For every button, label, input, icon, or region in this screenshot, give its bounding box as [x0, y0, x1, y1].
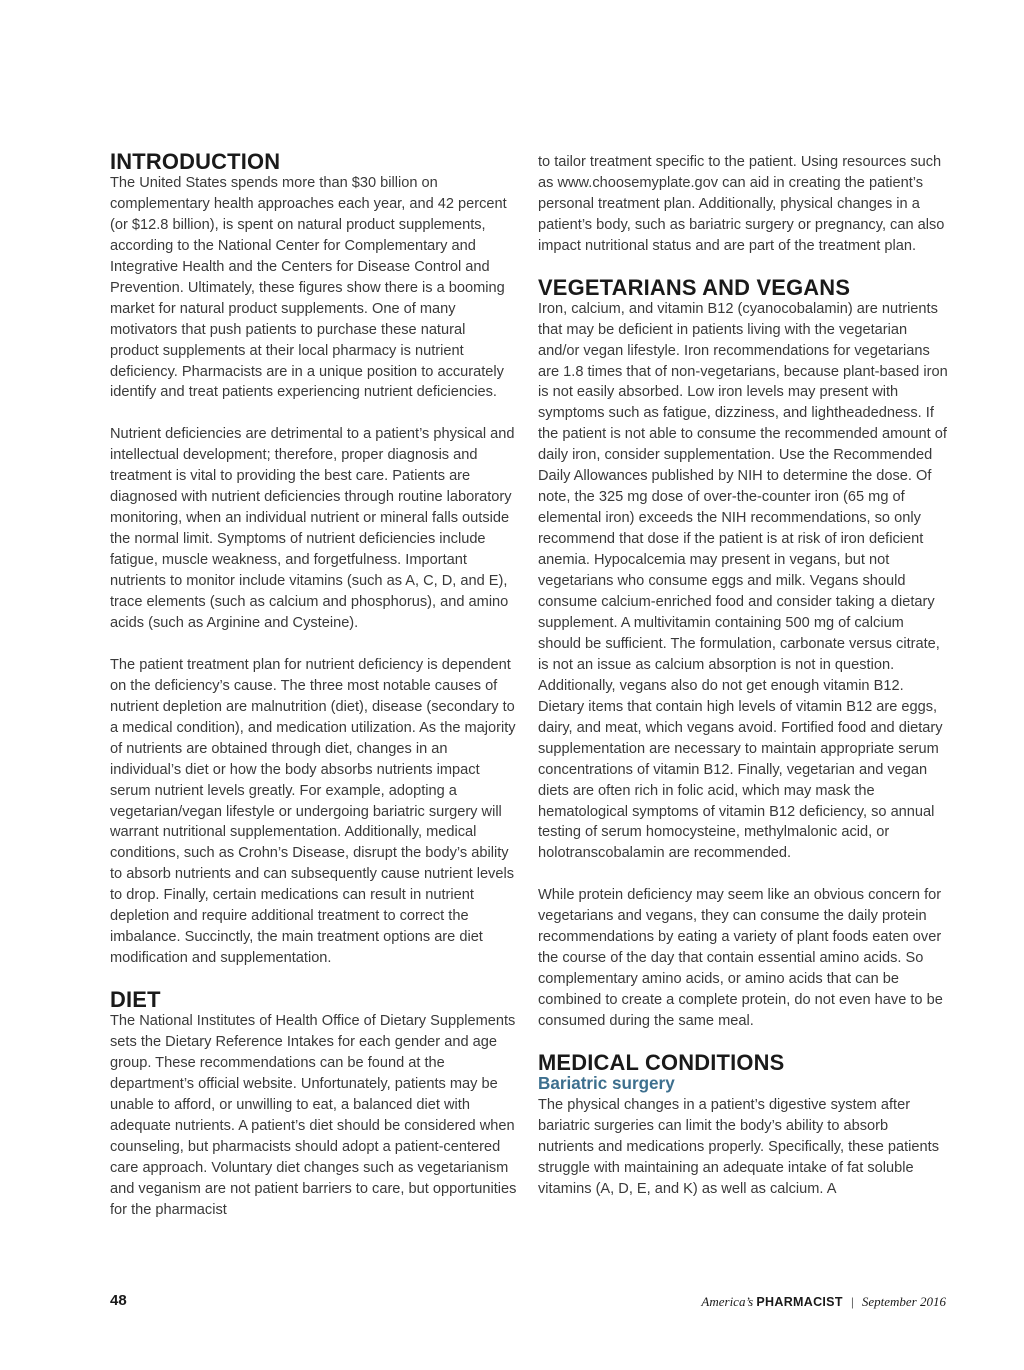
- page-footer: [110, 1292, 946, 1314]
- bariatric-paragraph-1: The physical changes in a patient’s digestive system after bariatric surgeries can limit the body’s ability to absorb nutrients and medications properly. Specifically, these patients struggle with maintaining an adequate intake of fat soluble vitamins (A, D, E, and K) as well as calcium. A: [538, 1096, 939, 1197]
- paragraph-gap: [110, 403, 518, 424]
- diet-paragraph-1: The National Institutes of Health Office of Dietary Supplements sets the Dietary Reference Intakes for each gender and age group. These recommendations can be found at the department’s official website. Unfortunately, patients may be unable to afford, or unwilling to eat, a balanced diet with adequate nutrients. A patient’s diet should be considered when counseling, but pharmacists should adopt a patient-centered care approach. Voluntary diet changes such as vegetarianism and veganism are not patient barriers to care, but opportunities for the pharmacist: [110, 1013, 517, 1218]
- vegetarians-heading: VEGETARIANS AND VEGANS: [538, 274, 851, 300]
- vegetarians-paragraph-1: Iron, calcium, and vitamin B12 (cyanocobalamin) are nutrients that may be deficient in patients living with the vegetarian and/or vegan lifestyle. Iron recommendations for vegetarians are 1.8 times that of non-vegetarians, because plant-based iron is not easily absorbed. Low iron levels may present with symptoms such as fatigue, dizziness, and lightheadedness. If the patient is not able to consume the recommended amount of daily iron, consider supplementation. Use the Recommended Daily Allowances published by NIH to determine the dose. Of note, the 325 mg dose of over-the-counter iron (65 mg of elemental iron) exceeds the NIH recommendations, so only recommend that dose if the patient is at risk of iron deficient anemia. Hypocalcemia may present in vegans, but not vegetarians who consume eggs and milk. Vegans should consume calcium-enriched food and consider taking a dietary supplement. A multivitamin containing 500 mg of calcium should be sufficient. The formulation, carbonate versus citrate, is not an issue as calcium absorption is not in question. Additionally, vegans also do not get enough vitamin B12. Dietary items that contain high levels of vitamin B12 are eggs, dairy, and meat, which vegans avoid. Fortified food and dietary supplementation are necessary to maintain appropriate serum concentrations of vitamin B12. Finally, vegetarian and vegan diets are often rich in folic acid, which may mask the hematological symptoms of vitamin B12 deficiency, so annual testing of serum homocysteine, methylmalonic acid, or holotranscobalamin are recommended.: [538, 300, 948, 862]
- vegetarians-paragraph-2: While protein deficiency may seem like an obvious concern for vegetarians and vegans, they can consume the daily protein recommendations by eating a variety of plant foods eaten over the course of the day that contain essential amino acids. So complementary amino acids, or amino acids that can be combined to create a complete protein, do not even have to be consumed during the same meal.: [538, 887, 943, 1030]
- introduction-paragraph-3: The patient treatment plan for nutrient deficiency is dependent on the deficiency’s cause. The three most notable causes of nutrient depletion are malnutrition (diet), disease (secondary to a medical condition), and medication utilization. As the majority of nutrients are obtained through diet, changes in an individual’s diet or how the body absorbs nutrients impact serum nutrient levels greatly. For example, adopting a vegetarian/vegan lifestyle or undergoing bariatric surgery will warrant nutritional supplementation. Additionally, medical conditions, such as Crohn’s Disease, disrupt the body’s ability to absorb nutrients and can subsequently cause nutrient levels to drop. Finally, certain medications can result in nutrient depletion and require additional treatment to correct the imbalance. Succinctly, the main treatment options are diet modification and supplementation.: [110, 656, 516, 967]
- left-column: [110, 149, 518, 1221]
- diet-heading: DIET: [110, 987, 161, 1013]
- page-number: 48: [110, 1292, 127, 1309]
- introduction-paragraph-2: Nutrient deficiencies are detrimental to a patient’s physical and intellectual development; therefore, proper diagnosis and treatment is vital to providing the best care. Patients are diagnosed with nutrient deficiencies through routine laboratory monitoring, when an individual nutrient or mineral falls outside the normal limit. Symptoms of nutrient deficiencies include fatigue, muscle weakness, and forgetfulness. Important nutrients to monitor include vitamins (such as A, C, D, and E), trace elements (such as calcium and phosphorus), and amino acids (such as Arginine and Cysteine).: [110, 426, 515, 631]
- bariatric-surgery-subheading: Bariatric surgery: [538, 1073, 675, 1093]
- masthead: [701, 1294, 946, 1310]
- right-column: [538, 152, 948, 1200]
- paragraph-gap: [110, 634, 518, 655]
- paragraph-gap: [538, 864, 948, 885]
- diet-paragraph-continued: to tailor treatment specific to the patient. Using resources such as www.choosemyplate.gov can aid in creating the patient’s personal treatment plan. Additionally, physical changes in a patient’s body, such as bariatric surgery or pregnancy, can also impact nutritional status and are part of the treatment plan.: [538, 154, 945, 254]
- introduction-heading: INTRODUCTION: [110, 149, 281, 174]
- masthead-separator: |: [851, 1294, 854, 1309]
- masthead-issue: September 2016: [861, 1294, 946, 1309]
- medical-conditions-heading: MEDICAL CONDITIONS: [538, 1049, 785, 1075]
- paragraph-gap: [110, 969, 518, 990]
- masthead-brand: PHARMACIST: [756, 1295, 843, 1309]
- introduction-paragraph-1: The United States spends more than $30 billion on complementary health approaches each year, and 42 percent (or $12.8 billion), is spent on natural product supplements, according to the National Center for Complementary and Integrative Health and the Centers for Disease Control and Prevention. Ultimately, these figures show there is a booming market for natural product supplements. One of many motivators that push patients to purchase these natural product supplements at their local pharmacy is nutrient deficiency. Pharmacists are in a unique position to accurately identify and treat patients experiencing nutrient deficiencies.: [110, 174, 507, 401]
- masthead-prefix: America’s: [701, 1294, 754, 1309]
